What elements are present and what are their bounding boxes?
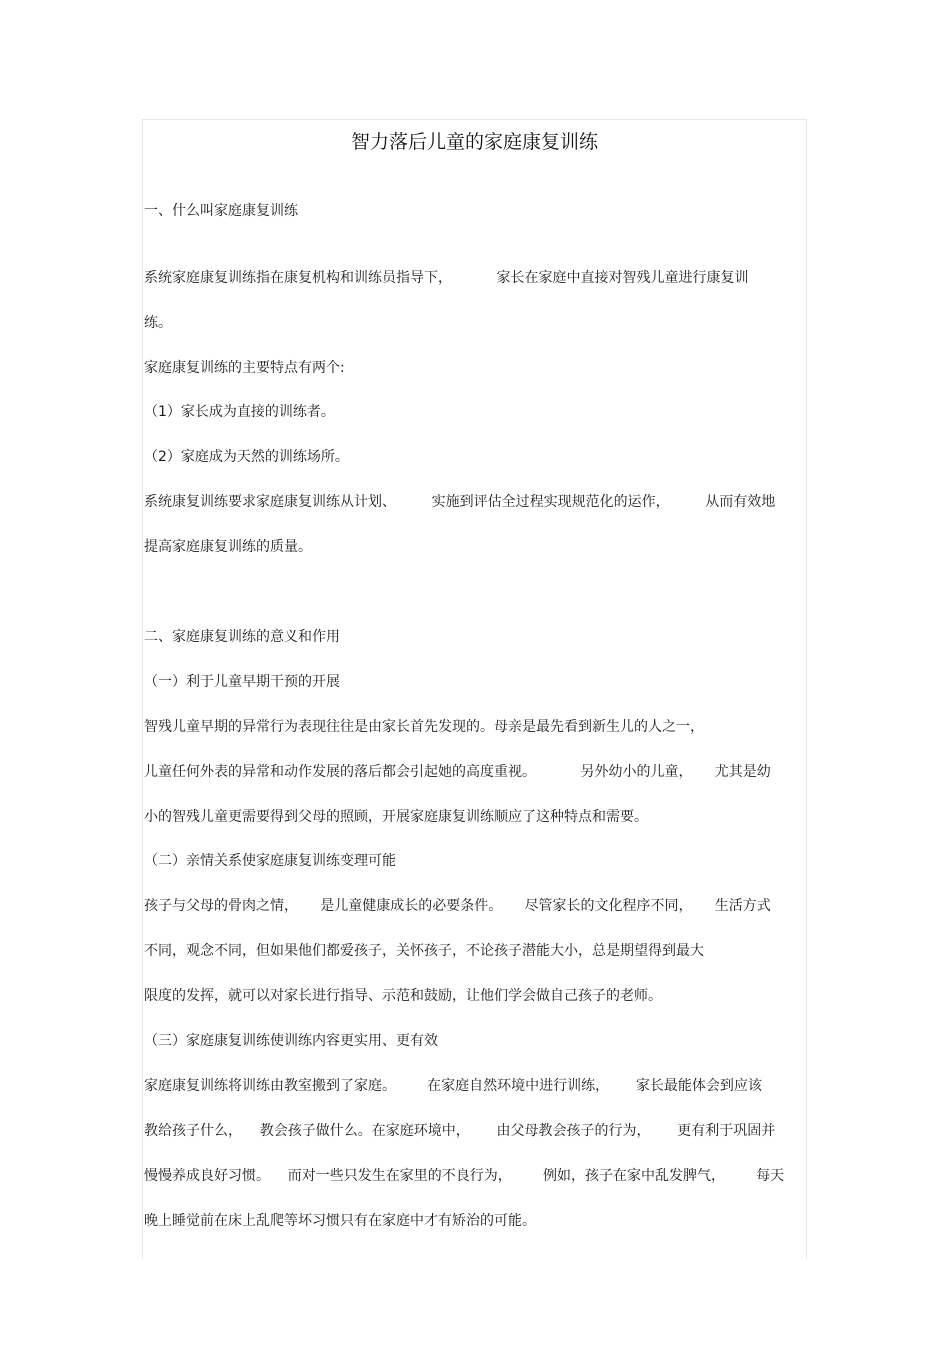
paragraph-line: 提高家庭康复训练的质量。 (144, 539, 312, 555)
paragraph-line: 练。 (144, 315, 172, 331)
paragraph-line: 不同，观念不同，但如果他们都爱孩子，关怀孩子，不论孩子潜能大小，总是期望得到最大 (144, 943, 704, 959)
paragraph-line: 系统康复训练要求家庭康复训练从计划、 实施到评估全过程实现规范化的运作， 从而有效地 (144, 494, 776, 510)
paragraph-line: 晚上睡觉前在床上乱爬等坏习惯只有在家庭中才有矫治的可能。 (144, 1213, 536, 1229)
paragraph-line: 儿童任何外表的异常和动作发展的落后都会引起她的高度重视。 另外幼小的儿童， 尤其是幼 (144, 764, 771, 780)
paragraph-line: 慢慢养成良好习惯。 而对一些只发生在家里的不良行为， 例如，孩子在家中乱发脾气， 每天 (144, 1168, 785, 1184)
section-heading-2: 二、家庭康复训练的意义和作用 (144, 629, 340, 645)
paragraph-line: 系统家庭康复训练指在康复机构和训练员指导下， 家长在家庭中直接对智残儿童进行康复训 (144, 270, 749, 286)
subsection-heading: （三）家庭康复训练使训练内容更实用、更有效 (144, 1033, 438, 1049)
paragraph-line: 限度的发挥，就可以对家长进行指导、示范和鼓励，让他们学会做自己孩子的老师。 (144, 988, 662, 1004)
document-title: 智力落后儿童的家庭康复训练 (350, 131, 598, 153)
list-item: （2）家庭成为天然的训练场所。 (144, 449, 349, 465)
paragraph-line: 智残儿童早期的异常行为表现往往是由家长首先发现的。母亲是最先看到新生儿的人之一， (144, 719, 704, 735)
list-item: （1）家长成为直接的训练者。 (144, 404, 335, 420)
subsection-heading: （二）亲情关系使家庭康复训练变理可能 (144, 853, 396, 869)
section-heading-1: 一、什么叫家庭康复训练 (144, 203, 298, 219)
paragraph-line: 小的智残儿童更需要得到父母的照顾，开展家庭康复训练顺应了这种特点和需要。 (144, 809, 648, 825)
paragraph-line: 家庭康复训练的主要特点有两个: (144, 360, 345, 376)
paragraph-line: 孩子与父母的骨肉之情， 是儿童健康成长的必要条件。 尽管家长的文化程序不同， 生活方式 (144, 898, 771, 914)
paragraph-line: 教给孩子什么， 教会孩子做什么。在家庭环境中， 由父母教会孩子的行为， 更有利于巩固并 (144, 1123, 776, 1139)
paragraph-line: 家庭康复训练将训练由教室搬到了家庭。 在家庭自然环境中进行训练， 家长最能体会到应该 (144, 1078, 762, 1094)
subsection-heading: （一）利于儿童早期干预的开展 (144, 674, 340, 690)
